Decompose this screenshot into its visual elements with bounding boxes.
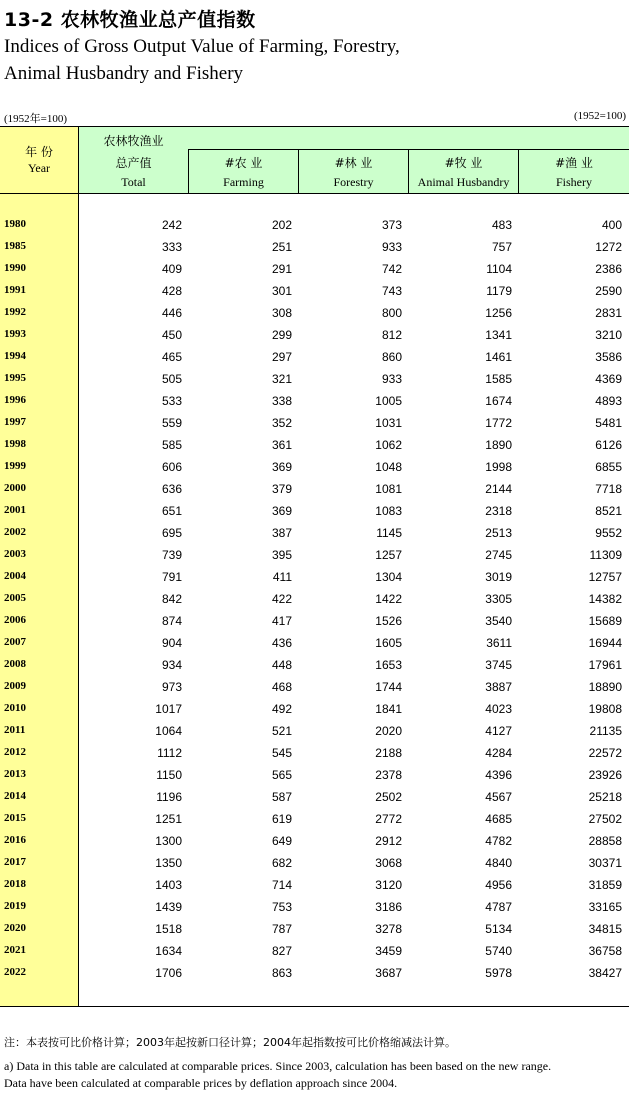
year-cell: 2011: [4, 724, 26, 736]
year-cell: 2019: [4, 900, 26, 912]
total-cell: 739: [161, 548, 182, 562]
animal-husbandry-cell: 1585: [485, 372, 512, 386]
farming-cell: 417: [271, 614, 292, 628]
header-total-zh-line1: 农林牧渔业: [103, 134, 164, 148]
forestry-cell: 3278: [375, 922, 402, 936]
animal-husbandry-cell: 2318: [485, 504, 512, 518]
fishery-cell: 30371: [588, 856, 622, 870]
animal-husbandry-cell: 3305: [485, 592, 512, 606]
year-cell: 1994: [4, 350, 26, 362]
year-cell: 2008: [4, 658, 26, 670]
animal-husbandry-cell: 4956: [485, 878, 512, 892]
farming-cell: 352: [271, 416, 292, 430]
farming-cell: 291: [271, 262, 292, 276]
farming-cell: 338: [271, 394, 292, 408]
year-cell: 2010: [4, 702, 26, 714]
animal-husbandry-cell: 3540: [485, 614, 512, 628]
year-cell: 1996: [4, 394, 26, 406]
farming-cell: 297: [271, 350, 292, 364]
fishery-cell: 7718: [595, 482, 622, 496]
table-row: [0, 632, 629, 654]
year-cell: 2003: [4, 548, 26, 560]
year-cell: 2005: [4, 592, 26, 604]
fishery-cell: 16944: [588, 636, 622, 650]
table-row: [0, 940, 629, 962]
farming-cell: 361: [271, 438, 292, 452]
total-cell: 333: [161, 240, 182, 254]
fishery-cell: 17961: [588, 658, 622, 672]
animal-husbandry-cell: 4023: [485, 702, 512, 716]
forestry-cell: 860: [381, 350, 402, 364]
total-cell: 505: [161, 372, 182, 386]
table-row: [0, 434, 629, 456]
page-title-en-line2: Animal Husbandry and Fishery: [4, 63, 244, 84]
table-row: [0, 456, 629, 478]
farming-cell: 387: [271, 526, 292, 540]
header-animal-zh: #牧 业: [444, 156, 483, 170]
year-cell: 1993: [4, 328, 26, 340]
fishery-cell: 25218: [588, 790, 622, 804]
fishery-cell: 1272: [595, 240, 622, 254]
table-row: [0, 896, 629, 918]
table-bottom-border: [0, 1006, 629, 1007]
table-row: [0, 962, 629, 984]
forestry-cell: 800: [381, 306, 402, 320]
year-cell: 1999: [4, 460, 26, 472]
farming-cell: 202: [271, 218, 292, 232]
animal-husbandry-cell: 4284: [485, 746, 512, 760]
year-cell: 2020: [4, 922, 26, 934]
animal-husbandry-cell: 4685: [485, 812, 512, 826]
fishery-cell: 38427: [588, 966, 622, 980]
forestry-cell: 743: [381, 284, 402, 298]
year-cell: 2022: [4, 966, 26, 978]
table-row: [0, 698, 629, 720]
animal-husbandry-cell: 4782: [485, 834, 512, 848]
table-row: [0, 918, 629, 940]
year-cell: 1991: [4, 284, 26, 296]
forestry-cell: 1841: [375, 702, 402, 716]
fishery-cell: 2590: [595, 284, 622, 298]
farming-cell: 521: [271, 724, 292, 738]
year-cell: 1998: [4, 438, 26, 450]
header-forestry-en: Forestry: [333, 175, 374, 189]
animal-husbandry-cell: 1890: [485, 438, 512, 452]
forestry-cell: 2020: [375, 724, 402, 738]
forestry-cell: 1081: [375, 482, 402, 496]
farming-cell: 468: [271, 680, 292, 694]
header-fishery-zh: #渔 业: [555, 156, 593, 170]
fishery-cell: 36758: [588, 944, 622, 958]
fishery-cell: 14382: [588, 592, 622, 606]
farming-cell: 827: [271, 944, 292, 958]
fishery-cell: 6126: [595, 438, 622, 452]
forestry-cell: 933: [381, 240, 402, 254]
table-row: [0, 676, 629, 698]
year-cell: 2001: [4, 504, 26, 516]
farming-cell: 492: [271, 702, 292, 716]
total-cell: 934: [161, 658, 182, 672]
table-row: [0, 214, 629, 236]
table-row: [0, 390, 629, 412]
forestry-cell: 1526: [375, 614, 402, 628]
year-cell: 1997: [4, 416, 26, 428]
table-row: [0, 346, 629, 368]
year-cell: 1990: [4, 262, 26, 274]
table-row: [0, 258, 629, 280]
table-body: [0, 214, 629, 984]
header-farming-zh: #农 业: [224, 156, 263, 170]
year-cell: 2012: [4, 746, 26, 758]
animal-husbandry-cell: 4567: [485, 790, 512, 804]
table-row: [0, 236, 629, 258]
animal-husbandry-cell: 5740: [485, 944, 512, 958]
farming-cell: 422: [271, 592, 292, 606]
total-cell: 559: [161, 416, 182, 430]
header-forestry-zh: #林 业: [334, 156, 373, 170]
total-cell: 791: [161, 570, 182, 584]
fishery-cell: 33165: [588, 900, 622, 914]
animal-husbandry-cell: 1179: [486, 284, 512, 298]
animal-husbandry-cell: 1256: [485, 306, 512, 320]
animal-husbandry-cell: 1998: [485, 460, 512, 474]
animal-husbandry-cell: 4787: [485, 900, 512, 914]
total-cell: 1017: [155, 702, 182, 716]
table-row: [0, 302, 629, 324]
farming-cell: 753: [271, 900, 292, 914]
animal-husbandry-cell: 5134: [485, 922, 512, 936]
year-cell: 2002: [4, 526, 26, 538]
year-cell: 2013: [4, 768, 26, 780]
year-cell: 1995: [4, 372, 26, 384]
footnote-zh: 注：本表按可比价格计算；2003年起按新口径计算；2004年起指数按可比价格缩减法计算。: [4, 1036, 456, 1049]
table-row: [0, 808, 629, 830]
header-year-en: Year: [27, 161, 51, 175]
table-row: [0, 852, 629, 874]
farming-cell: 545: [271, 746, 292, 760]
fishery-cell: 28858: [588, 834, 622, 848]
forestry-cell: 1145: [376, 526, 402, 540]
forestry-cell: 933: [381, 372, 402, 386]
table-row: [0, 522, 629, 544]
animal-husbandry-cell: 757: [491, 240, 512, 254]
fishery-cell: 19808: [588, 702, 622, 716]
forestry-cell: 1062: [375, 438, 402, 452]
total-cell: 533: [161, 394, 182, 408]
total-cell: 1439: [155, 900, 182, 914]
year-cell: 1980: [4, 218, 26, 230]
animal-husbandry-cell: 5978: [485, 966, 512, 980]
fishery-cell: 23926: [588, 768, 622, 782]
table-row: [0, 500, 629, 522]
farming-cell: 649: [271, 834, 292, 848]
total-cell: 1196: [156, 790, 182, 804]
table-row: [0, 874, 629, 896]
table-row: [0, 588, 629, 610]
year-cell: 1992: [4, 306, 26, 318]
animal-husbandry-cell: 2513: [485, 526, 512, 540]
year-cell: 2004: [4, 570, 26, 582]
total-cell: 842: [161, 592, 182, 606]
table-row: [0, 478, 629, 500]
farming-cell: 299: [271, 328, 292, 342]
total-cell: 409: [161, 262, 182, 276]
forestry-cell: 1031: [375, 416, 402, 430]
header-farming-en: Farming: [223, 175, 264, 189]
page-title-zh: 13-2 农林牧渔业总产值指数: [4, 9, 256, 31]
total-cell: 1403: [155, 878, 182, 892]
table-row: [0, 324, 629, 346]
fishery-cell: 21135: [589, 724, 622, 738]
year-cell: 2009: [4, 680, 26, 692]
year-cell: 1985: [4, 240, 26, 252]
total-cell: 1251: [155, 812, 182, 826]
animal-husbandry-cell: 3611: [486, 636, 512, 650]
forestry-cell: 3459: [375, 944, 402, 958]
base-year-note-zh: (1952年=100): [4, 113, 68, 125]
fishery-cell: 2386: [595, 262, 622, 276]
fishery-cell: 3210: [595, 328, 622, 342]
fishery-cell: 27502: [588, 812, 622, 826]
forestry-cell: 2188: [375, 746, 402, 760]
total-cell: 585: [161, 438, 182, 452]
forestry-cell: 1304: [375, 570, 402, 584]
forestry-cell: 1257: [375, 548, 402, 562]
animal-husbandry-cell: 483: [491, 218, 512, 232]
total-cell: 1634: [155, 944, 182, 958]
fishery-cell: 34815: [588, 922, 622, 936]
footnote-en-line2: Data have been calculated at comparable prices by deflation approach since 2004.: [4, 1076, 398, 1090]
animal-husbandry-cell: 1461: [485, 350, 512, 364]
farming-cell: 251: [271, 240, 292, 254]
forestry-cell: 3687: [375, 966, 402, 980]
table-row: [0, 566, 629, 588]
header-total-zh-line2: 总产值: [115, 156, 152, 170]
table-row: [0, 368, 629, 390]
base-year-note-en: (1952=100): [573, 110, 626, 122]
forestry-cell: 1744: [375, 680, 402, 694]
animal-husbandry-cell: 1104: [486, 262, 512, 276]
header-fishery-en: Fishery: [556, 175, 592, 189]
total-cell: 606: [161, 460, 182, 474]
total-cell: 973: [161, 680, 182, 694]
fishery-cell: 31859: [588, 878, 622, 892]
table-row: [0, 742, 629, 764]
farming-cell: 308: [271, 306, 292, 320]
header-year-zh: 年 份: [25, 145, 53, 159]
fishery-cell: 6855: [595, 460, 622, 474]
farming-cell: 587: [271, 790, 292, 804]
fishery-cell: 3586: [595, 350, 622, 364]
animal-husbandry-cell: 3019: [485, 570, 512, 584]
fishery-cell: 2831: [595, 306, 622, 320]
farming-cell: 714: [271, 878, 292, 892]
fishery-cell: 12757: [588, 570, 622, 584]
farming-cell: 369: [271, 504, 292, 518]
farming-cell: 395: [271, 548, 292, 562]
fishery-cell: 4369: [595, 372, 622, 386]
fishery-cell: 9552: [595, 526, 622, 540]
forestry-cell: 3120: [375, 878, 402, 892]
forestry-cell: 1048: [375, 460, 402, 474]
fishery-cell: 15689: [588, 614, 622, 628]
farming-cell: 411: [272, 570, 292, 584]
total-cell: 465: [161, 350, 182, 364]
forestry-cell: 3186: [375, 900, 402, 914]
forestry-cell: 812: [381, 328, 402, 342]
year-cell: 2016: [4, 834, 26, 846]
farming-cell: 448: [271, 658, 292, 672]
farming-cell: 863: [271, 966, 292, 980]
forestry-cell: 1605: [375, 636, 402, 650]
total-cell: 1706: [155, 966, 182, 980]
forestry-cell: 2912: [375, 834, 402, 848]
farming-cell: 787: [271, 922, 292, 936]
forestry-cell: 2502: [375, 790, 402, 804]
farming-cell: 379: [271, 482, 292, 496]
animal-husbandry-cell: 3887: [485, 680, 512, 694]
total-cell: 1518: [155, 922, 182, 936]
farming-cell: 619: [271, 812, 292, 826]
animal-husbandry-cell: 4840: [485, 856, 512, 870]
table-row: [0, 544, 629, 566]
total-cell: 904: [161, 636, 182, 650]
fishery-cell: 11309: [589, 548, 622, 562]
table-row: [0, 654, 629, 676]
animal-husbandry-cell: 3745: [485, 658, 512, 672]
page-title-en-line1: Indices of Gross Output Value of Farming, Forestry,: [4, 36, 400, 57]
fishery-cell: 4893: [595, 394, 622, 408]
table-row: [0, 720, 629, 742]
animal-husbandry-cell: 4396: [485, 768, 512, 782]
table-row: [0, 786, 629, 808]
farming-cell: 682: [271, 856, 292, 870]
forestry-cell: 742: [381, 262, 402, 276]
footnote-en-line1: a) Data in this table are calculated at comparable prices. Since 2003, calculation has been based on the new range.: [4, 1059, 552, 1073]
animal-husbandry-cell: 2144: [485, 482, 512, 496]
animal-husbandry-cell: 1341: [485, 328, 512, 342]
total-cell: 428: [161, 284, 182, 298]
forestry-cell: 1005: [375, 394, 402, 408]
forestry-cell: 2772: [375, 812, 402, 826]
table-row: [0, 764, 629, 786]
animal-husbandry-cell: 1772: [485, 416, 512, 430]
animal-husbandry-cell: 2745: [485, 548, 512, 562]
forestry-cell: 2378: [375, 768, 402, 782]
fishery-cell: 8521: [595, 504, 622, 518]
header-total-en: Total: [121, 175, 146, 189]
total-cell: 446: [161, 306, 182, 320]
table-row: [0, 412, 629, 434]
forestry-cell: 1422: [375, 592, 402, 606]
forestry-cell: 3068: [375, 856, 402, 870]
table-row: [0, 830, 629, 852]
animal-husbandry-cell: 4127: [485, 724, 512, 738]
table-row: [0, 280, 629, 302]
header-animal-en: Animal Husbandry: [417, 175, 510, 189]
table-row: [0, 610, 629, 632]
year-cell: 2007: [4, 636, 26, 648]
fishery-cell: 5481: [595, 416, 622, 430]
forestry-cell: 373: [381, 218, 402, 232]
total-cell: 1350: [155, 856, 182, 870]
fishery-cell: 22572: [588, 746, 622, 760]
total-cell: 695: [161, 526, 182, 540]
animal-husbandry-cell: 1674: [485, 394, 512, 408]
header-bottom-border: [0, 193, 629, 194]
total-cell: 1064: [155, 724, 182, 738]
year-cell: 2018: [4, 878, 26, 890]
forestry-cell: 1083: [375, 504, 402, 518]
total-cell: 1300: [155, 834, 182, 848]
farming-cell: 301: [271, 284, 292, 298]
farming-cell: 436: [271, 636, 292, 650]
farming-cell: 369: [271, 460, 292, 474]
total-cell: 1112: [157, 746, 182, 760]
total-cell: 636: [161, 482, 182, 496]
farming-cell: 565: [271, 768, 292, 782]
year-cell: 2006: [4, 614, 26, 626]
fishery-cell: 18890: [588, 680, 622, 694]
total-cell: 651: [161, 504, 182, 518]
year-cell: 2014: [4, 790, 26, 802]
total-cell: 874: [161, 614, 182, 628]
year-cell: 2000: [4, 482, 26, 494]
forestry-cell: 1653: [375, 658, 402, 672]
year-cell: 2021: [4, 944, 26, 956]
year-cell: 2017: [4, 856, 26, 868]
farming-cell: 321: [271, 372, 292, 386]
total-cell: 242: [161, 218, 182, 232]
fishery-cell: 400: [601, 218, 622, 232]
total-cell: 450: [161, 328, 182, 342]
total-cell: 1150: [156, 768, 182, 782]
year-cell: 2015: [4, 812, 26, 824]
